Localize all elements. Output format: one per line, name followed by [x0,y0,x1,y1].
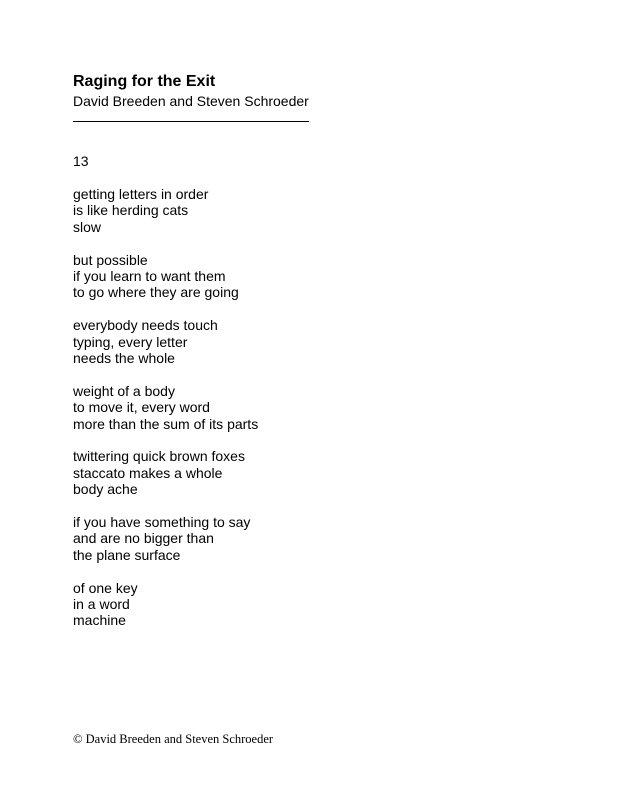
poem-line: weight of a body [73,382,175,399]
stanza-7 [73,580,258,629]
author-line: David Breeden and Steven Schroeder [73,93,309,109]
poem-line: to go where they are going [73,284,239,301]
stanza-3 [73,317,258,366]
poem-line: in a word [73,596,130,613]
poem-line: the plane surface [73,546,181,563]
poem-line: slow [73,218,102,235]
poem-number: 13 [73,153,89,169]
stanza-1 [73,186,258,235]
poem-line: more than the sum of its parts [73,415,259,432]
stanza-6 [73,514,258,563]
poem-line: if you learn to want them [73,268,226,285]
poem-line: typing, every letter [73,333,188,350]
poem-line: staccato makes a whole [73,464,223,481]
poem-line: if you have something to say [73,514,251,531]
poem-body [73,186,258,645]
poem-line: is like herding cats [73,202,189,219]
poem-line: needs the whole [73,350,175,367]
poem-line: everybody needs touch [73,317,218,334]
poem-line: and are no bigger than [73,530,214,547]
stanza-2 [73,252,258,301]
page-title: Raging for the Exit [73,73,216,90]
stanza-5 [73,448,258,497]
poem-line: machine [73,612,126,629]
header-divider [73,121,309,122]
poem-line: to move it, every word [73,399,210,416]
copyright-notice: © David Breeden and Steven Schroeder [73,732,274,746]
poem-line: but possible [73,251,148,268]
poem-line: of one key [73,579,138,596]
poem-line: getting letters in order [73,186,209,202]
stanza-4 [73,383,258,432]
poem-line: body ache [73,481,138,498]
poem-line: twittering quick brown foxes [73,448,245,465]
